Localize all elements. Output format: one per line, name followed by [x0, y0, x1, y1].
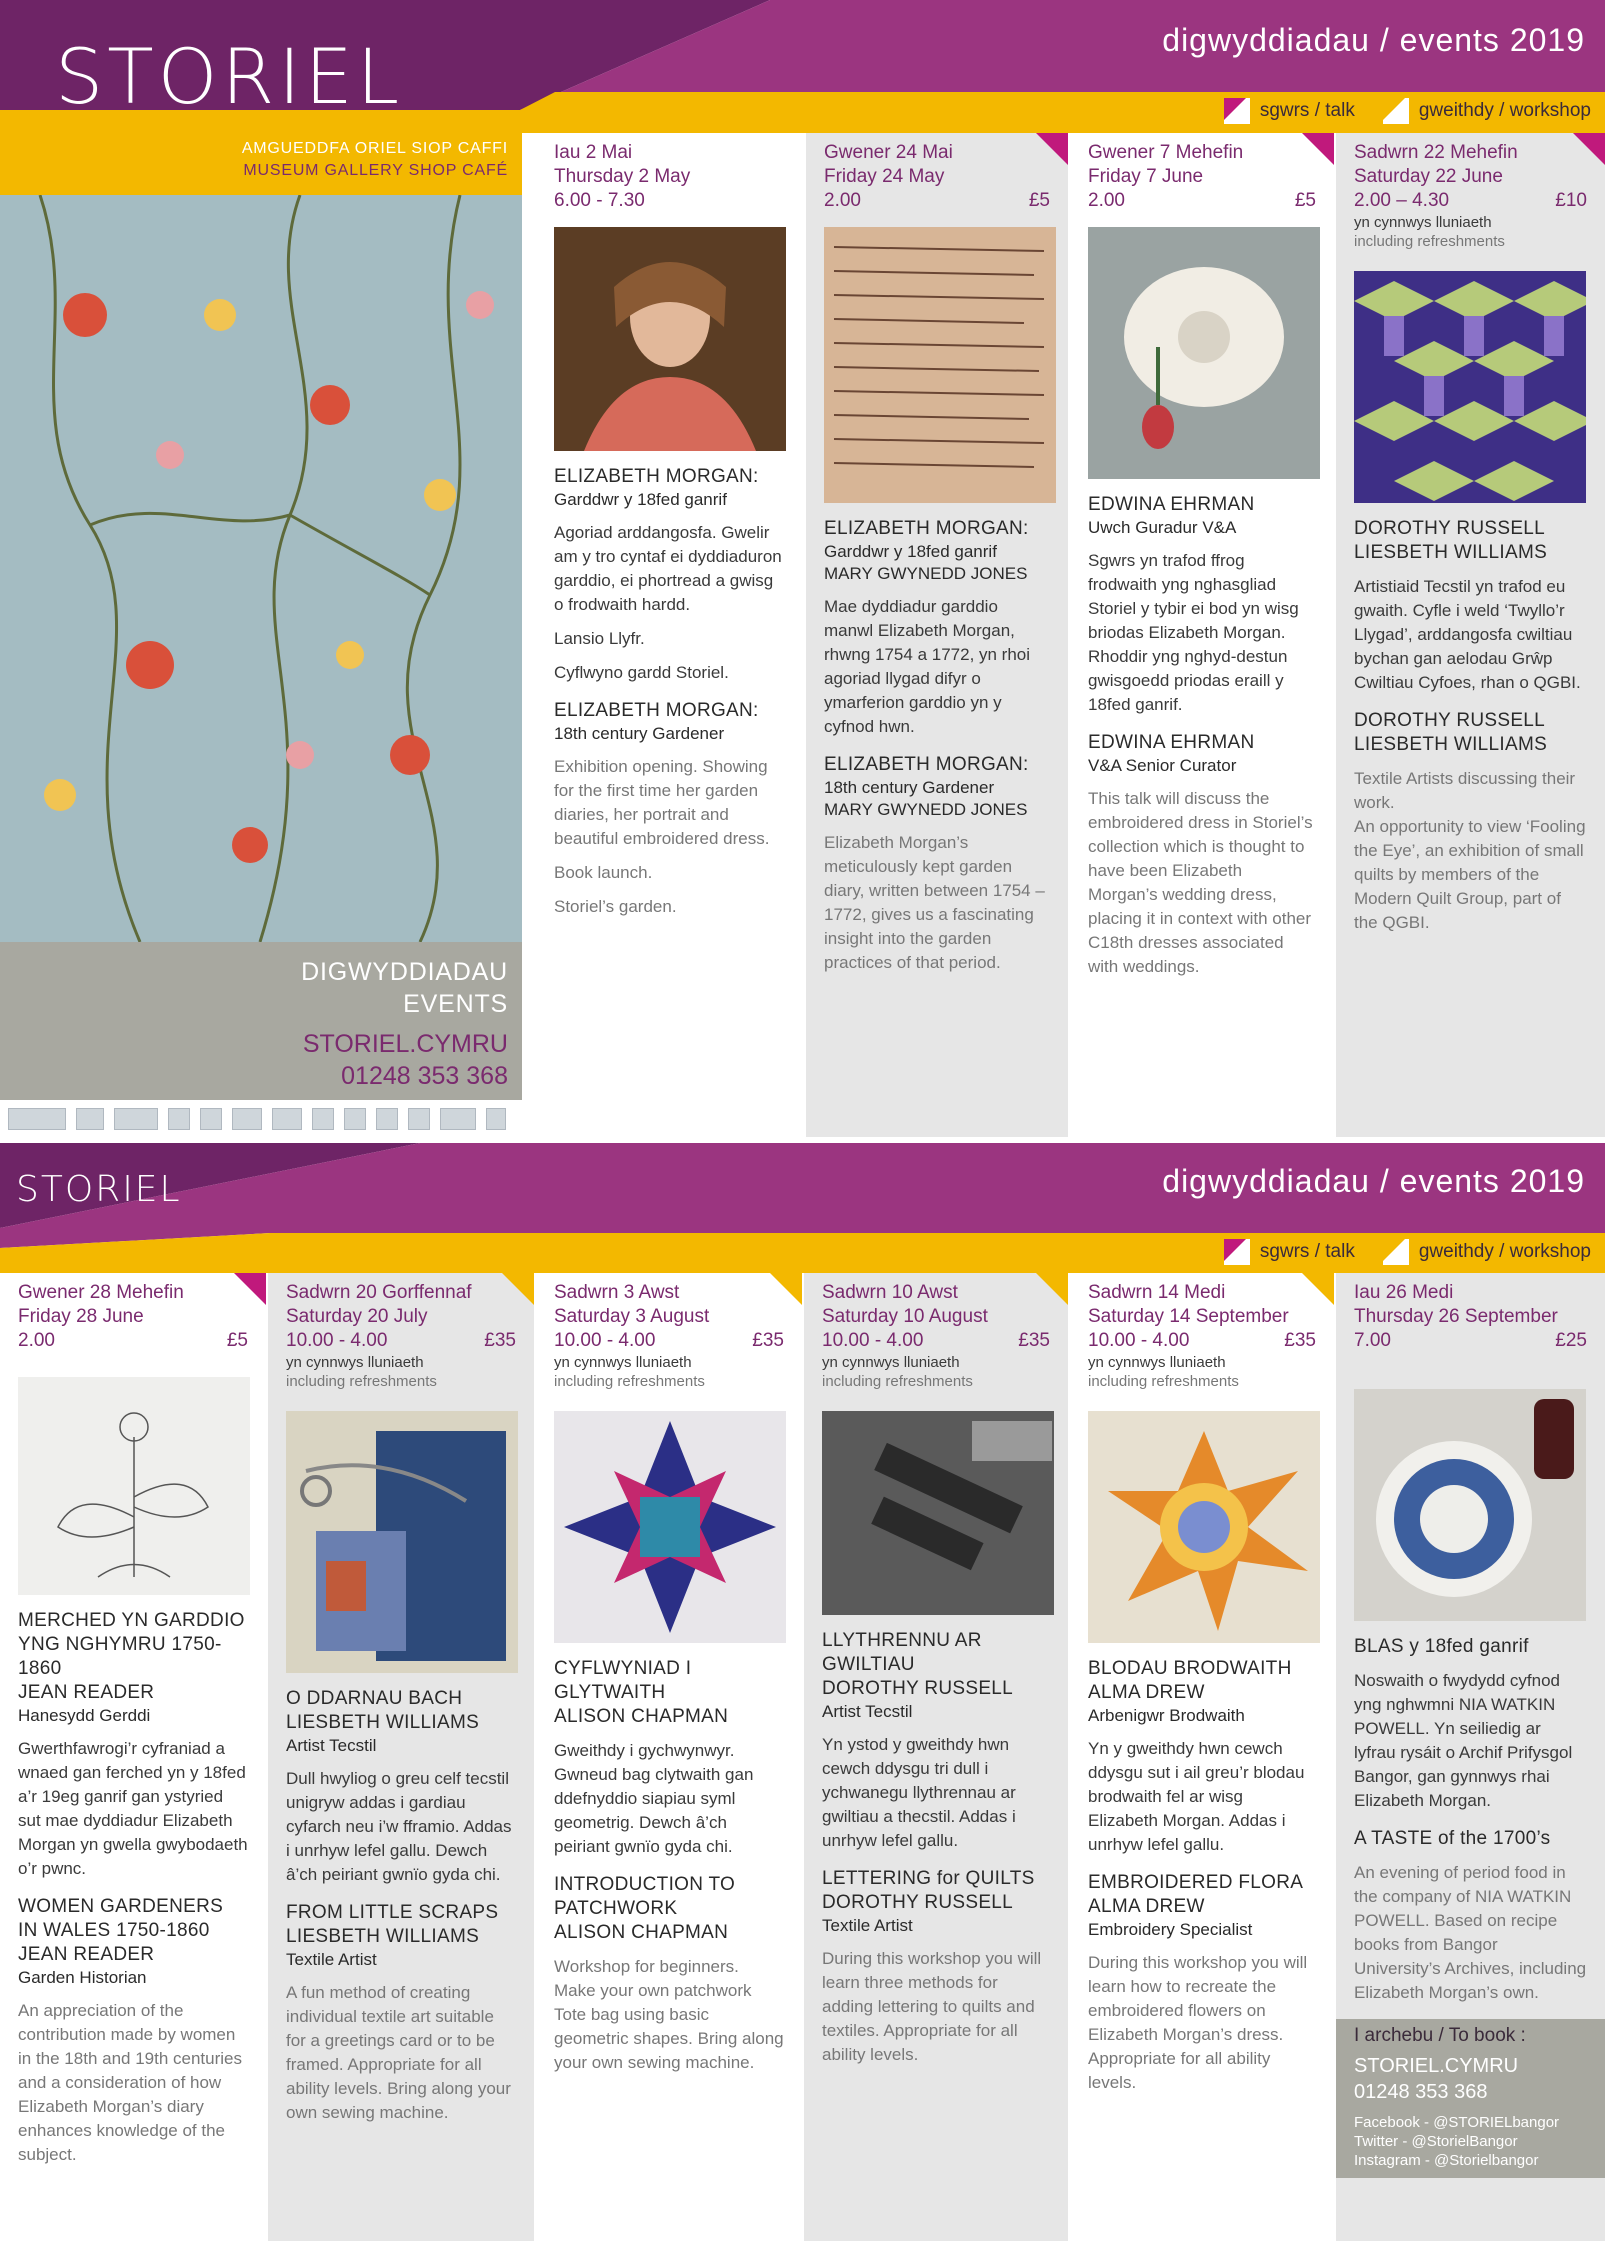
facebook-link[interactable]: Facebook - @STORIELbangor — [1354, 2114, 1560, 2131]
talk-triangle-icon — [1302, 133, 1334, 165]
sponsor-logo — [8, 1108, 66, 1130]
event-column: Gwener 28 Mehefin Friday 28 June 2.00 £5 MERCHED YN GARDDIO YNG NGHYMRU 1750-1860 JEAN READER Hanesydd Gerddi Gwerthfawrogi’r cyfraniad a wnaed gan ferched yn y 18fed a’r 19eg ganrif gan ystyried sut mae dyddiadur Elizabeth Morgan yn gwella gwybodaeth o’r pwnc. WOMEN GARDENERS IN WALES 1750-1860 JEAN READER Garden Historian An appreciation of the contribution made by women in the 18th and 19th centuries and a consideration of how Elizabeth Morgan’s diary enhances knowledge of the subject. — [0, 1273, 266, 2241]
patchwork-star-illustration — [554, 1411, 786, 1643]
event-time-row: 6.00 - 7.30 — [554, 190, 645, 211]
bottom-flyer-page — [0, 1143, 1605, 2241]
period-food-image — [1354, 1389, 1586, 1621]
sponsor-logo — [408, 1108, 430, 1130]
sponsor-logo — [486, 1108, 506, 1130]
event-column: Gwener 24 Mai Friday 24 May 2.00 £5 ELIZABETH MORGAN: Garddwr y 18fed ganrif MARY GWYNEDD JONES Mae dyddiadur garddio manwl Elizabeth Morgan, rhwng 1754 a 1772, yn rhoi agoriad llygad difyr o ymarferion garddio yn y cyfnod hwn. ELIZABETH MORGAN: 18th century Gardener MARY GWYNEDD JONES Elizabeth Morgan’s meticulously kept garden diary, written between 1754 – 1772, gives us a fascinating insight into the garden practices of that period. — [806, 133, 1068, 1137]
event-column: Sadwrn 22 Mehefin Saturday 22 June 2.00 – 4.30 £10 yn cynnwys lluniaeth including refreshments DOROTHY RUSSELL LIESBETH WILLIAMS Artistiaid Tecstil yn trafod eu gwaith. Cyfle i weld ‘Twyllo’r Llygad’, arddangosfa cwiltiau bychan gan aelodau Grŵp Cwiltiau Cyfoes, rhan o QGBI. DOROTHY RUSSELL LIESBETH WILLIAMS Textile Artists discussing their work. An opportunity to view ‘Fooling the Eye’, an exhibition of small quilts by members of the Modern Quilt Group, part of the QGBI. — [1336, 133, 1605, 1137]
patchwork-star-image — [554, 1411, 786, 1643]
storiel-logo: STORIEL — [55, 32, 404, 121]
booking-phone: 01248 353 368 — [1354, 2081, 1488, 2103]
events-label-welsh: DIGWYDDIADAU — [301, 958, 508, 986]
top-header — [0, 0, 1605, 133]
storiel-logo: STORIEL — [16, 1169, 182, 1210]
twitter-link[interactable]: Twitter - @StorielBangor — [1354, 2133, 1518, 2150]
event-column: Sadwrn 20 Gorffennaf Saturday 20 July 10.00 - 4.00 £35 yn cynnwys lluniaeth including refreshments O DDARNAU BACH LIESBETH WILLIAMS Artist Tecstil Dull hwyliog o greu celf tecstil unigryw addas i gardiau cyfarch neu i’w fframio. Addas i unrhyw lefel gallu. Dewch â’ch peiriant gwnïo gyda chi. FROM LITTLE SCRAPS LIESBETH WILLIAMS Textile Artist A fun method of creating individual textile art suitable for a greetings card or to be framed. Appropriate for all ability levels. Bring along your own sewing machine. — [268, 1273, 534, 2241]
embroidery-image — [0, 195, 522, 942]
scraps-illustration — [286, 1411, 518, 1673]
portrait-illustration — [554, 227, 786, 451]
sponsor-logo — [232, 1108, 262, 1130]
sponsor-logo — [440, 1108, 476, 1130]
legend — [1224, 1239, 1591, 1265]
event-column: Sadwrn 3 Awst Saturday 3 August 10.00 - 4.00 £35 yn cynnwys lluniaeth including refreshments CYFLWYNIAD I GLYTWAITH ALISON CHAPMAN Gweithdy i gychwynwyr. Gwneud bag clytwaith gan ddefnyddio siapiau syml geometrig. Dewch â’ch peiriant gwnïo gyda chi. INTRODUCTION TO PATCHWORK ALISON CHAPMAN Workshop for beginners. Make your own patchwork Tote bag using basic geometric shapes. Bring along your own sewing machine. — [536, 1273, 802, 2241]
legend — [1224, 98, 1591, 124]
talk-triangle-icon — [234, 1273, 266, 1305]
phone-number: 01248 353 368 — [341, 1062, 508, 1090]
talk-triangle-icon — [1224, 1239, 1246, 1261]
legend-talk: sgwrs / talk — [1224, 98, 1355, 124]
botanical-illustration — [18, 1377, 250, 1595]
event-column: Sadwrn 14 Medi Saturday 14 September 10.00 - 4.00 £35 yn cynnwys lluniaeth including refreshments BLODAU BRODWAITH ALMA DREW Arbenigwr Brodwaith Yn y gweithdy hwn cewch ddysgu sut i ail greu’r blodau brodwaith fel ar wisg Elizabeth Morgan. Addas i unrhyw lefel gallu. EMBROIDERED FLORA ALMA DREW Embroidery Specialist During this workshop you will learn how to recreate the embroidered flowers on Elizabeth Morgan’s dress. Appropriate for all ability levels. — [1070, 1273, 1334, 2241]
events-info-panel — [0, 942, 522, 1100]
textile-scraps-image — [286, 1411, 518, 1673]
embroidered-flower-image — [1088, 1411, 1320, 1643]
sponsor-logos — [0, 1100, 522, 1137]
sponsor-logo — [312, 1108, 334, 1130]
quilt-illustration — [1354, 271, 1586, 503]
talk-triangle-icon — [1036, 133, 1068, 165]
events-label-english: EVENTS — [403, 990, 508, 1018]
booking-panel — [1336, 2019, 1605, 2178]
garden-diary-image — [824, 227, 1056, 503]
floral-embroidery-illustration — [0, 195, 522, 942]
event-date-english: Thursday 2 May — [554, 166, 691, 187]
booking-website-link[interactable]: STORIEL.CYMRU — [1354, 2055, 1519, 2077]
event-column: Sadwrn 10 Awst Saturday 10 August 10.00 - 4.00 £35 yn cynnwys lluniaeth including refreshments LLYTHRENNU AR GWILTIAU DOROTHY RUSSELL Artist Tecstil Yn ystod y gweithdy hwn cewch ddysgu tri dull i ychwanegu llythrennau ar gwiltiau a thecstil. Addas i unrhyw lefel gallu. LETTERING for QUILTS DOROTHY RUSSELL Textile Artist During this workshop you will learn three methods for adding lettering to quilts and textiles. Appropriate for all ability levels. — [804, 1273, 1068, 2241]
sponsor-logo — [76, 1108, 104, 1130]
lettering-illustration — [822, 1411, 1054, 1615]
event-column: Iau 2 Mai Thursday 2 May 6.00 - 7.30 ELIZABETH MORGAN: Garddwr y 18fed ganrif Agoriad arddangosfa. Gwelir am y tro cyntaf ei dyddiaduron garddio, ei phortread a gwisg o frodwaith hardd. Lansio Llyfr. Cyflwyno gardd Storiel. ELIZABETH MORGAN: 18th century Gardener Exhibition opening. Showing for the first time her garden diaries, her portrait and beautiful embroidered dress. Book launch. Storiel’s garden. — [536, 133, 804, 1137]
diary-illustration — [824, 227, 1056, 503]
venue-menu-welsh: AMGUEDDFA ORIEL SIOP CAFFI — [241, 140, 508, 157]
sponsor-logo — [200, 1108, 222, 1130]
lace-illustration — [1088, 227, 1320, 479]
lettered-quilt-image — [822, 1411, 1054, 1615]
workshop-triangle-icon — [1302, 1273, 1334, 1305]
website-link[interactable]: STORIEL.CYMRU — [302, 1030, 508, 1058]
workshop-triangle-icon — [1383, 1239, 1405, 1261]
instagram-link[interactable]: Instagram - @Storielbangor — [1354, 2152, 1539, 2169]
workshop-triangle-icon — [1383, 98, 1405, 120]
sponsor-logo — [272, 1108, 302, 1130]
legend-workshop: gweithdy / workshop — [1383, 98, 1591, 124]
header-title: digwyddiadau / events 2019 — [1162, 1163, 1585, 1199]
venue-menu-english: MUSEUM GALLERY SHOP CAFÉ — [243, 162, 508, 179]
event-column: Iau 26 Medi Thursday 26 September 7.00 £25 BLAS y 18fed ganrif Noswaith o fwydydd cyfnod yng nghwmni NIA WATKIN POWELL. Yn seiliedig ar lyfrau rysáit o Archif Prifysgol Bangor, gan gynnwys rhai Elizabeth Morgan. A TASTE of the 1700’s An evening of period food in the company of NIA WATKIN POWELL. Based on recipe books from Bangor University’s Archives, including Elizabeth Morgan’s own. I archebu / To book : STORIEL.CYMRU 01248 353 368 Facebook - @STORIELbangor Twitter - @StorielBangor Instagram - @Storielbangor — [1336, 1273, 1605, 2241]
lace-embroidery-image — [1088, 227, 1320, 479]
sponsor-logo — [114, 1108, 158, 1130]
event-date-welsh: Iau 2 Mai — [554, 142, 633, 163]
sponsor-logo — [376, 1108, 398, 1130]
header-title: digwyddiadau / events 2019 — [1162, 22, 1585, 58]
workshop-triangle-icon — [1036, 1273, 1068, 1305]
quilt-image — [1354, 271, 1586, 503]
sponsor-logo — [344, 1108, 366, 1130]
legend-talk: sgwrs / talk — [1224, 1239, 1355, 1265]
talk-triangle-icon — [1573, 133, 1605, 165]
event-column: Gwener 7 Mehefin Friday 7 June 2.00 £5 EDWINA EHRMAN Uwch Guradur V&A Sgwrs yn trafod ffrog frodwaith yng nghasgliad Storiel y tybir ei bod yn wisg briodas Elizabeth Morgan. Rhoddir yng nghyd-destun gwisgoedd priodas eraill y 18fed ganrif. EDWINA EHRMAN V&A Senior Curator This talk will discuss the embroidered dress in Storiel’s collection which is thought to have been Elizabeth Morgan’s wedding dress, placing it in context with other C18th dresses associated with weddings. — [1070, 133, 1334, 1137]
flower-illustration — [1088, 1411, 1320, 1643]
botanical-drawing-image — [18, 1377, 250, 1595]
legend-workshop: gweithdy / workshop — [1383, 1239, 1591, 1265]
portrait-image — [554, 227, 786, 451]
food-illustration — [1354, 1389, 1586, 1621]
booking-label: I archebu / To book : — [1354, 2025, 1526, 2046]
venue-menu — [0, 133, 522, 195]
bottom-header — [0, 1143, 1605, 1276]
workshop-triangle-icon — [770, 1273, 802, 1305]
talk-triangle-icon — [1224, 98, 1246, 120]
workshop-triangle-icon — [502, 1273, 534, 1305]
sponsor-logo — [168, 1108, 190, 1130]
